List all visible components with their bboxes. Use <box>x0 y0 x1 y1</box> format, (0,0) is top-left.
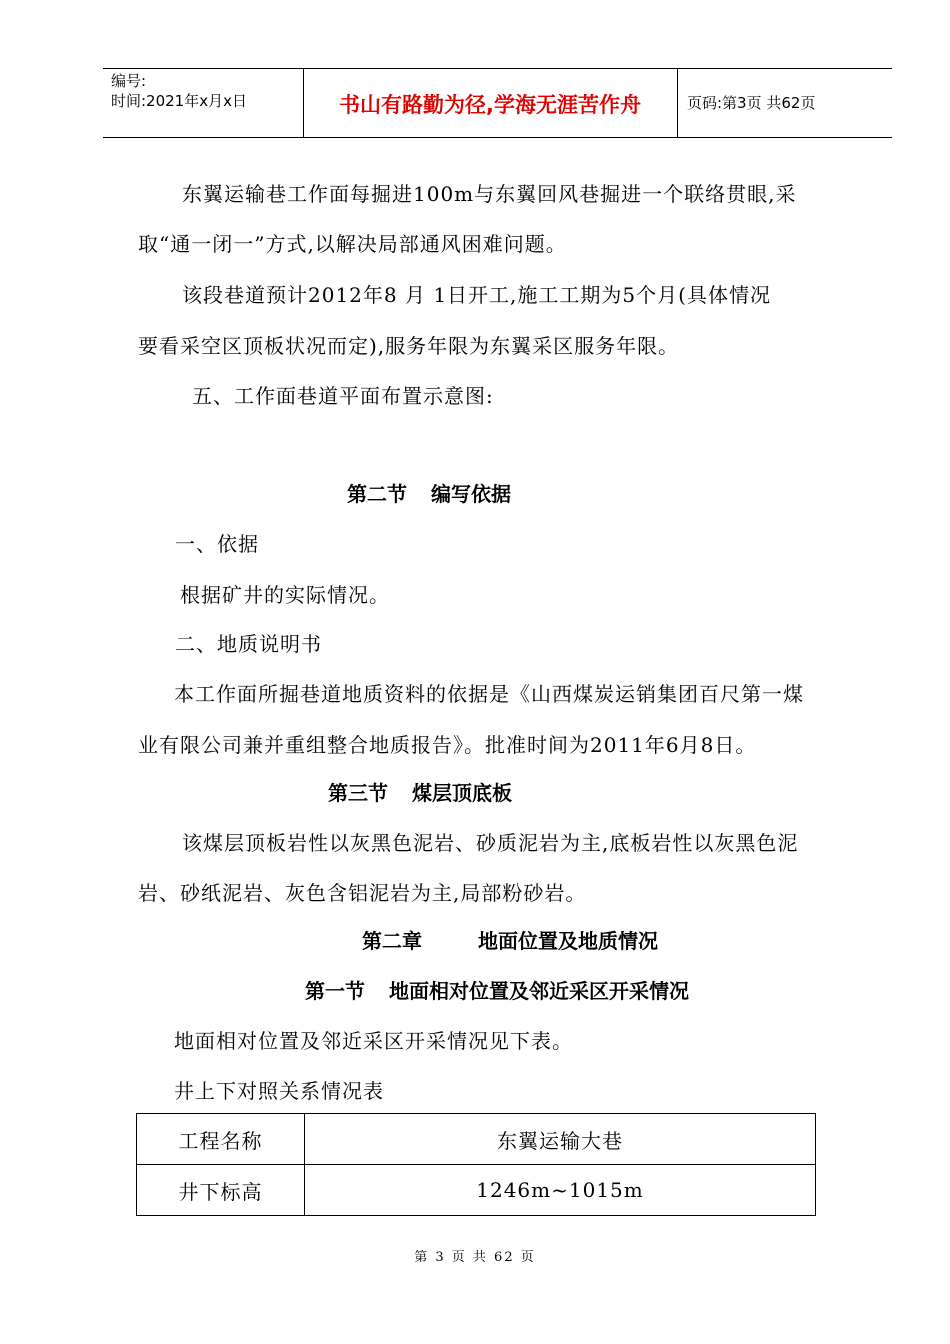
paragraph-line: 要看采空区顶板状况而定),服务年限为东翼采区服务年限。 <box>138 334 680 358</box>
data-table <box>136 1113 816 1216</box>
paragraph-line: 业有限公司兼并重组整合地质报告》。批准时间为2011年6月8日。 <box>138 733 757 757</box>
table-cell-label: 井下标高 <box>137 1165 305 1216</box>
paragraph-line: 地面相对位置及邻近采区开采情况见下表。 <box>174 1029 573 1053</box>
section-number: 第一节 <box>305 979 365 1003</box>
list-item: 五、工作面巷道平面布置示意图: <box>192 384 494 408</box>
chapter-number: 第二章 <box>362 929 422 953</box>
paragraph-line: 岩、砂纸泥岩、灰色含铝泥岩为主,局部粉砂岩。 <box>138 881 587 905</box>
section-title: 编写依据 <box>431 482 511 506</box>
table-cell-label: 工程名称 <box>137 1114 305 1165</box>
header-page-label: 页码:第3页 共62页 <box>687 94 816 112</box>
section-title: 煤层顶底板 <box>412 781 512 805</box>
page-header <box>103 68 892 138</box>
paragraph-line: 该煤层顶板岩性以灰黑色泥岩、砂质泥岩为主,底板岩性以灰黑色泥 <box>182 831 799 855</box>
section-number: 第二节 <box>347 482 407 506</box>
paragraph-line: 根据矿井的实际情况。 <box>180 583 390 607</box>
table-row <box>137 1114 816 1165</box>
paragraph-line: 东翼运输巷工作面每掘进100m与东翼回风巷掘进一个联络贯眼,采 <box>182 182 797 206</box>
section-number: 第三节 <box>328 781 388 805</box>
chapter-title: 地面位置及地质情况 <box>478 929 658 953</box>
section-heading <box>305 977 689 1005</box>
section-heading <box>347 480 511 508</box>
list-item: 二、地质说明书 <box>175 632 322 656</box>
section-heading <box>328 779 512 807</box>
table-row <box>137 1165 816 1216</box>
paragraph-line: 该段巷道预计2012年8 月 1日开工,施工工期为5个月(具体情况 <box>182 283 771 307</box>
header-divider <box>677 69 678 137</box>
section-title: 地面相对位置及邻近采区开采情况 <box>389 979 689 1003</box>
header-motto: 书山有路勤为径,学海无涯苦作舟 <box>339 93 641 117</box>
paragraph-line: 本工作面所掘巷道地质资料的依据是《山西煤炭运销集团百尺第一煤 <box>174 682 804 706</box>
list-item: 一、依据 <box>175 532 259 556</box>
header-left <box>111 71 247 111</box>
chapter-heading <box>362 927 658 955</box>
page-footer: 第 3 页 共 62 页 <box>414 1250 536 1265</box>
table-cell-value: 东翼运输大巷 <box>305 1114 816 1165</box>
paragraph-line: 取“通一闭一”方式,以解决局部通风困难问题。 <box>138 232 567 256</box>
table-cell-value: 1246m~1015m <box>305 1165 816 1216</box>
table-caption: 井上下对照关系情况表 <box>174 1079 384 1103</box>
number-label: 编号: <box>111 72 147 90</box>
time-label: 时间:2021年x月x日 <box>111 92 247 110</box>
